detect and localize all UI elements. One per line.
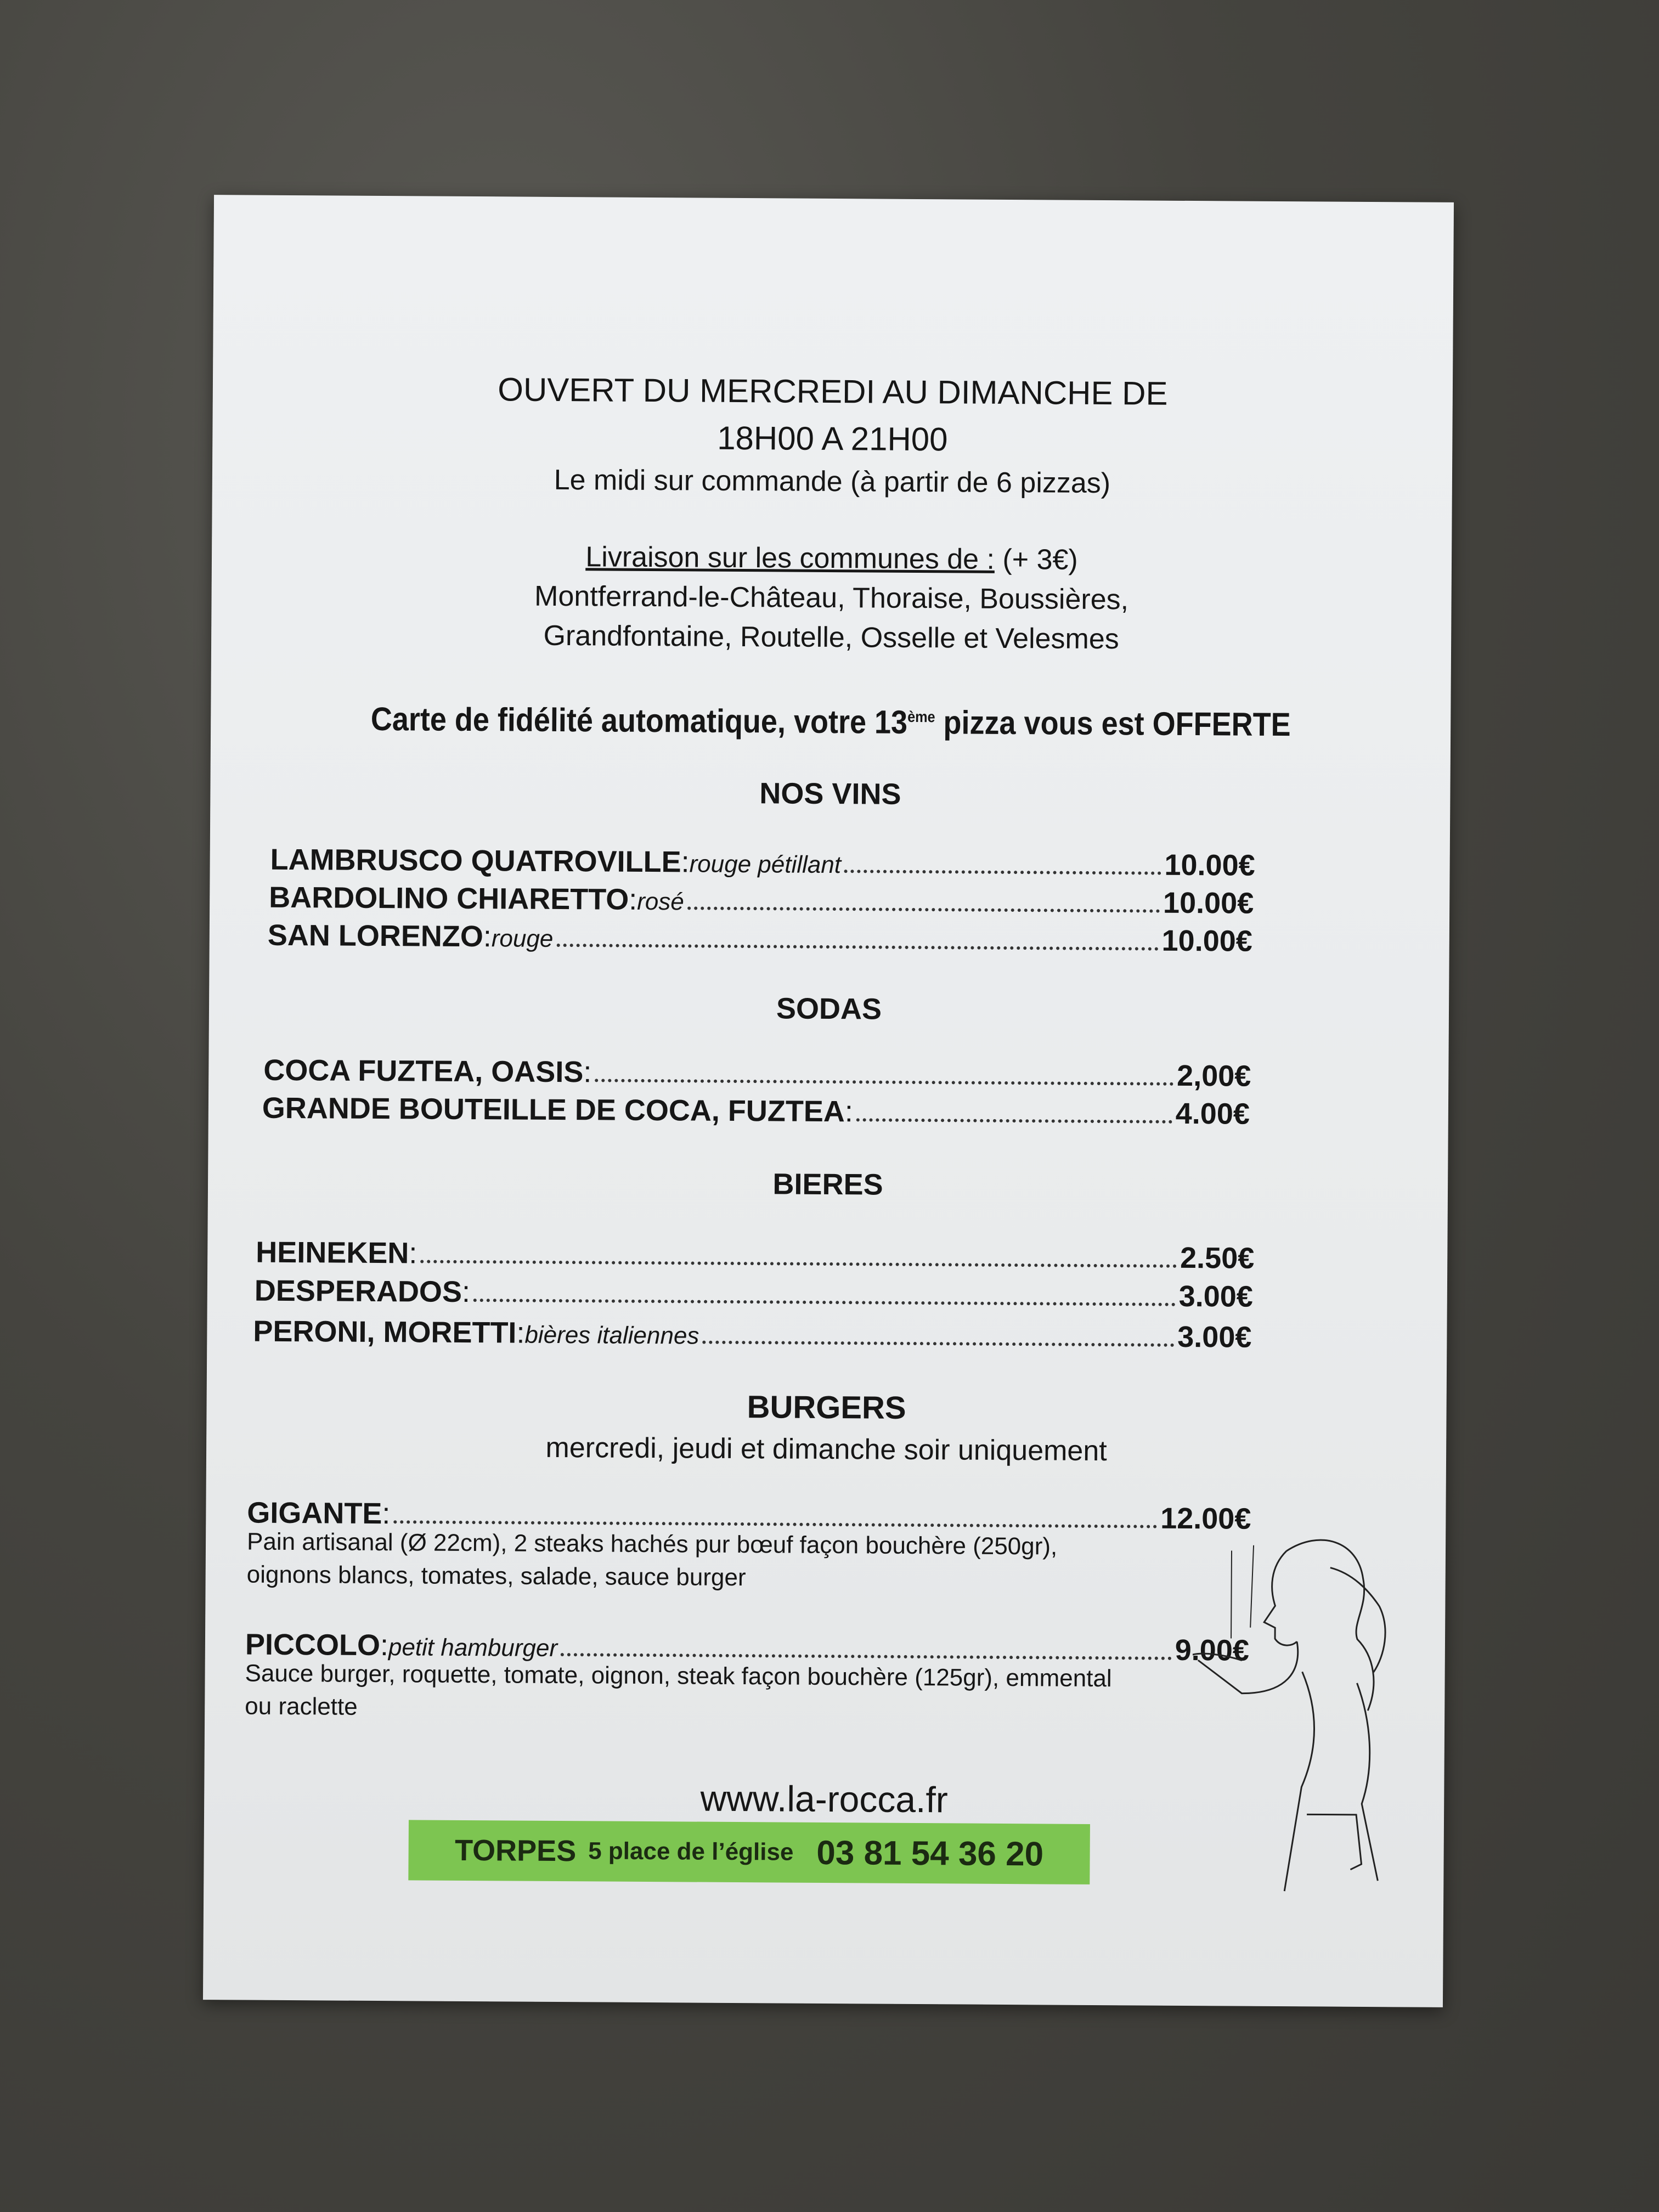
item-price: 10.00€: [1163, 886, 1254, 920]
item-sep: :: [483, 920, 492, 953]
waitress-illustration: [1191, 1528, 1402, 1903]
loyalty-b: pizza vous est OFFERTE: [935, 704, 1291, 743]
hours-line1: OUVERT DU MERCREDI AU DIMANCHE DE: [498, 371, 1168, 412]
hours-line2: 18H00 A 21H00: [716, 419, 948, 458]
item-sep: :: [516, 1316, 525, 1350]
item-sep: :: [380, 1629, 389, 1662]
item-name: DESPERADOS: [254, 1274, 462, 1308]
wines-item: [270, 845, 1255, 881]
town: TORPES: [454, 1833, 577, 1868]
wines-item: [267, 918, 1252, 958]
item-name: HEINEKEN: [256, 1235, 409, 1270]
item-name: BARDOLINO CHIARETTO: [269, 881, 629, 916]
item-name: LAMBRUSCO QUATROVILLE: [270, 843, 681, 879]
item-sep: :: [681, 845, 690, 879]
loyalty-note: [273, 702, 1389, 742]
dot-leader: [556, 944, 1158, 951]
dot-leader: [856, 1118, 1172, 1124]
address-banner: [408, 1820, 1090, 1884]
menu-sheet: [203, 195, 1454, 2007]
delivery-fee: (+ 3€): [994, 543, 1078, 576]
item-price: 3.00€: [1178, 1279, 1254, 1313]
item-price: 9.00€: [1175, 1633, 1250, 1667]
address: 5 place de l’église: [588, 1837, 794, 1866]
beers-item: [255, 1276, 1253, 1312]
dot-leader: [473, 1299, 1176, 1306]
delivery-label: Livraison sur les communes de :: [585, 541, 995, 575]
item-price: 2.50€: [1180, 1241, 1255, 1275]
item-price: 4.00€: [1175, 1097, 1250, 1131]
item-details: Sauce burger, roquette, tomate, oignon, steak façon bouchère (125gr), emmental: [245, 1660, 1112, 1692]
burgers-subtitle: mercredi, jeudi et dimanche soir uniquement: [545, 1431, 1107, 1468]
dot-leader: [393, 1520, 1157, 1528]
dot-leader: [420, 1260, 1177, 1267]
loyalty-a: Carte de fidélité automatique, votre 13: [370, 700, 908, 741]
beers-item: [253, 1314, 1252, 1354]
sodas-item: [263, 1053, 1251, 1093]
item-name: PICCOLO: [245, 1628, 381, 1662]
dot-leader: [561, 1653, 1172, 1660]
item-price: 2,00€: [1176, 1059, 1251, 1093]
item-price: 10.00€: [1164, 848, 1255, 882]
delivery-towns2: Grandfontaine, Routelle, Osselle et Velesmes: [543, 619, 1119, 656]
item-desc: rouge pétillant: [689, 850, 842, 879]
item-desc: rouge: [491, 925, 554, 952]
phone: 03 81 54 36 20: [816, 1833, 1044, 1873]
burgers-item: [247, 1498, 1251, 1534]
burgers-item: [245, 1630, 1249, 1666]
item-name: GIGANTE: [247, 1496, 382, 1531]
delivery-line: [212, 540, 1452, 577]
item-sep: :: [409, 1237, 417, 1270]
item-details: ou raclette: [245, 1692, 358, 1720]
item-name: SAN LORENZO: [267, 918, 484, 953]
item-price: 12.00€: [1160, 1502, 1251, 1536]
beers-title: BIERES: [772, 1167, 883, 1201]
lunch-note: Le midi sur commande (à partir de 6 pizzas): [554, 464, 1111, 500]
delivery-towns1: Montferrand-le-Château, Thoraise, Boussières,: [534, 580, 1129, 616]
sodas-title: SODAS: [776, 992, 882, 1026]
website: www.la-rocca.fr: [700, 1778, 948, 1820]
wines-item: [269, 883, 1254, 918]
item-price: 10.00€: [1161, 924, 1252, 958]
item-desc: bières italiennes: [524, 1321, 699, 1350]
dot-leader: [687, 906, 1160, 912]
dot-leader: [595, 1079, 1173, 1085]
item-name: PERONI, MORETTI: [253, 1314, 517, 1350]
dot-leader: [702, 1341, 1174, 1347]
item-price: 3.00€: [1177, 1320, 1252, 1354]
item-sep: :: [844, 1095, 854, 1128]
item-desc: petit hamburger: [388, 1634, 558, 1662]
item-details: oignons blancs, tomates, salade, sauce burger: [246, 1561, 746, 1592]
loyalty-sup: ème: [907, 708, 935, 726]
sodas-item: [262, 1093, 1250, 1129]
burgers-title: BURGERS: [747, 1389, 906, 1426]
beers-item: [256, 1235, 1255, 1275]
item-sep: :: [461, 1275, 471, 1309]
item-name: GRANDE BOUTEILLE DE COCA, FUZTEA: [262, 1091, 845, 1128]
item-details: Pain artisanal (Ø 22cm), 2 steaks hachés pur bœuf façon bouchère (250gr),: [246, 1528, 1058, 1560]
dot-leader: [844, 870, 1161, 875]
item-desc: rosé: [637, 888, 684, 916]
wines-title: NOS VINS: [759, 777, 901, 811]
item-sep: :: [382, 1497, 391, 1531]
item-sep: :: [629, 883, 637, 916]
item-name: COCA FUZTEA, OASIS: [263, 1053, 584, 1089]
item-sep: :: [583, 1056, 592, 1089]
